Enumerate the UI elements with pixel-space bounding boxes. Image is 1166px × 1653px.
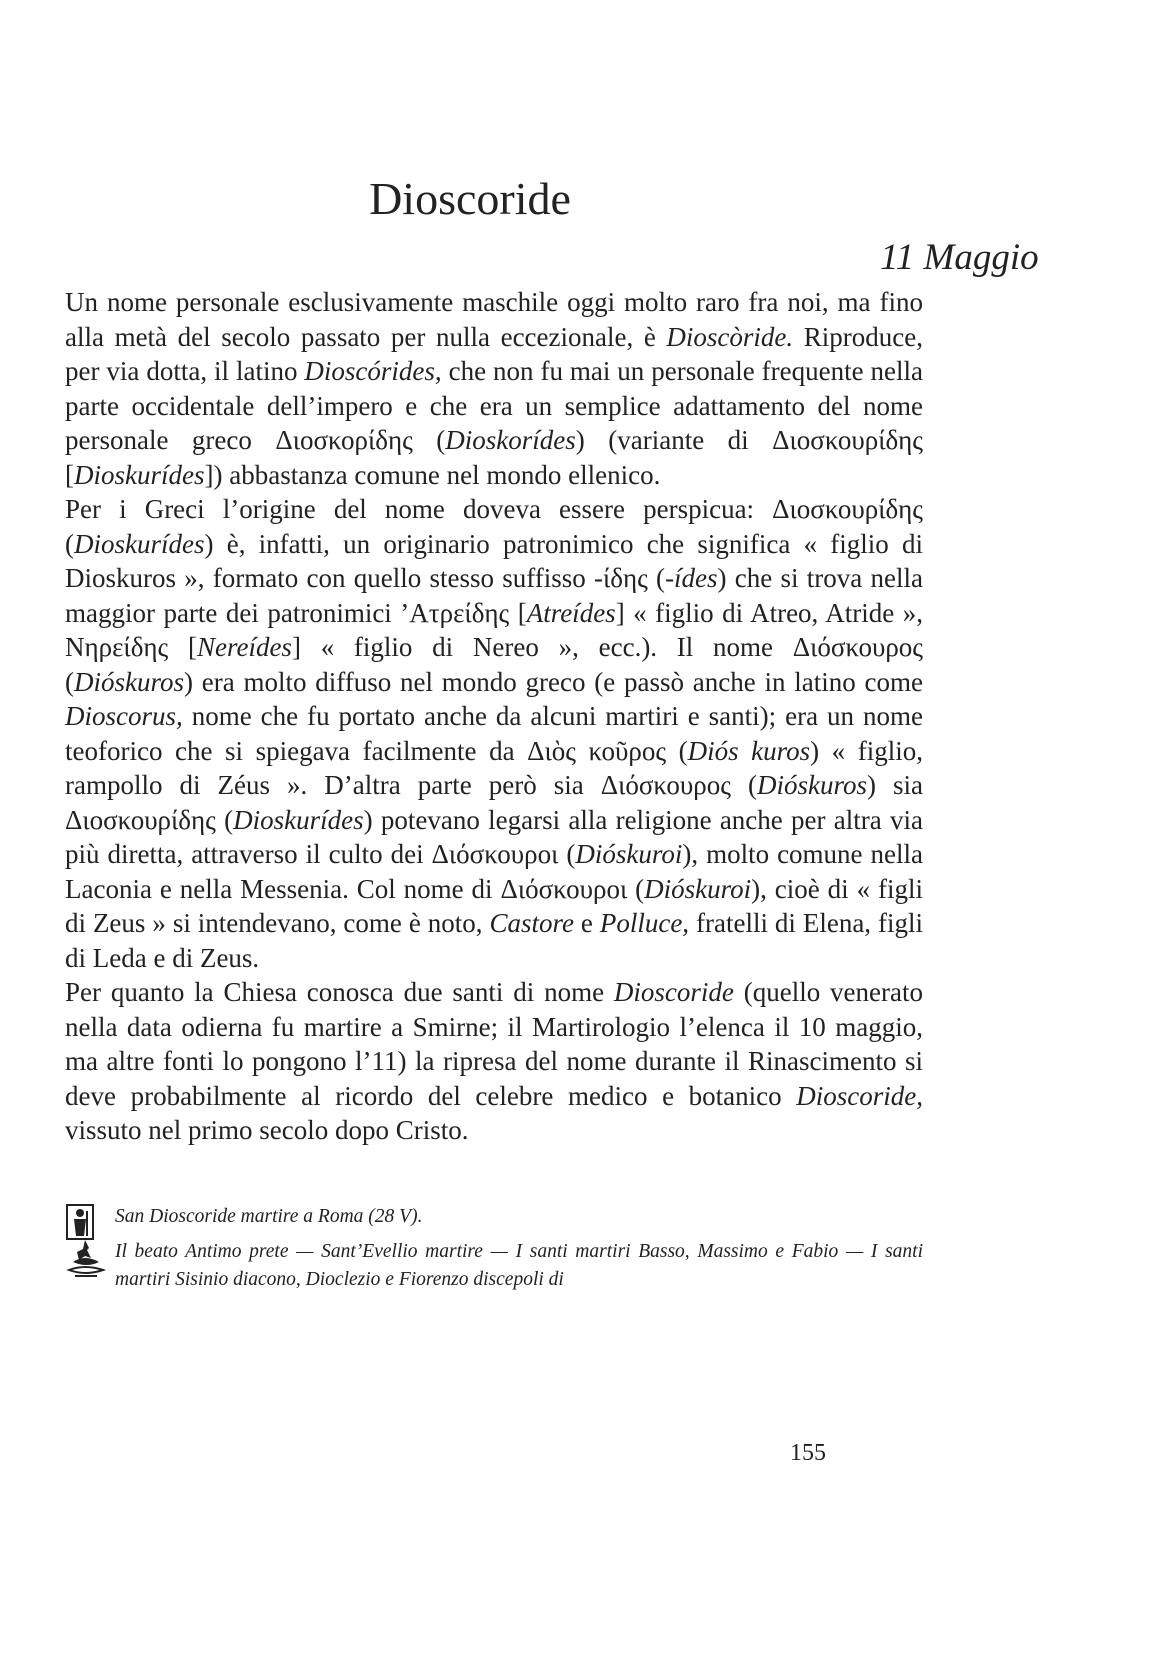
saints-martyr-entry — [65, 1203, 923, 1243]
feast-date: 11 Maggio — [880, 237, 1039, 278]
paragraph-3: Per quanto la Chiesa conosca due santi di nome Dioscoride (quello venerato nella data odierna fu martire a Smirne; il Martirologio l’elenca il 10 maggio, ma altre fonti lo pongono l’11) la ripresa del nome durante il Rinascimento si deve probabilmente al ricordo del celebre medico e botanico Dioscoride, vissuto nel primo secolo dopo Cristo. — [65, 977, 923, 1145]
saints-line-1: San Dioscoride martire a Roma (28 V). — [115, 1206, 423, 1227]
page-title: Dioscoride — [369, 173, 571, 224]
paragraph-2: Per i Greci l’origine del nome doveva essere perspicua: Διοσκουρίδης (Dioskurídes) è, infatti, un originario patronimico che significa « figlio di Dioskuros », formato con quello stesso suffisso -ίδης (-ídes) che si trova nella maggior parte dei patronimici ’Ατρείδης [Atreídes] « figlio di Atreo, Atride », Νηρείδης [Nereídes] « figlio di Nereo », ecc.). Il nome Διόσκουρος (Dióskuros) era molto diffuso nel mondo greco (e passò anche in latino come Dioscorus, nome che fu portato anche da alcuni martiri e santi); era un nome teoforico che si spiegava facilmente da Διὸς κοῦρος (Diós kuros) « figlio, rampollo di Zéus ». D’altra parte però sia Διόσκουρος (Dióskuros) sia Διοσκουρίδης (Dioskurídes) potevano legarsi alla religione anche per altra via più diretta, attraverso il culto dei Διόσκουροι (Dióskuroi), molto comune nella Laconia e nella Messenia. Col nome di Διόσκουροι (Dióskuroi), cioè di « figli di Zeus » si intendevano, come è noto, Castore e Polluce, fratelli di Elena, figli di Leda e di Zeus. — [65, 494, 923, 973]
saints-blessed-entry — [65, 1238, 923, 1302]
eagle-emblem-icon — [65, 1238, 107, 1291]
paragraph-1: Un nome personale esclusivamente maschile oggi molto raro fra noi, ma fino alla metà del secolo passato per nulla eccezionale, è Dioscòride. Riproduce, per via dotta, il latino Dioscórides, che non fu mai un personale frequente nella parte occidentale dell’impero e che era un semplice adattamento del nome personale greco Διοσκορίδης (Dioskorídes) (variante di Διοσκουρίδης [Dioskurídes]) abbastanza comune nel mondo ellenico. — [65, 287, 923, 490]
article-body — [65, 285, 923, 1148]
page-number: 155 — [790, 1440, 826, 1466]
saints-line-2: Il beato Antimo prete — Sant’Evellio martire — I santi martiri Basso, Massimo e Fabio — I santi martiri Sisinio diacono, Dioclezio e Fiorenzo discepoli di — [115, 1241, 923, 1290]
